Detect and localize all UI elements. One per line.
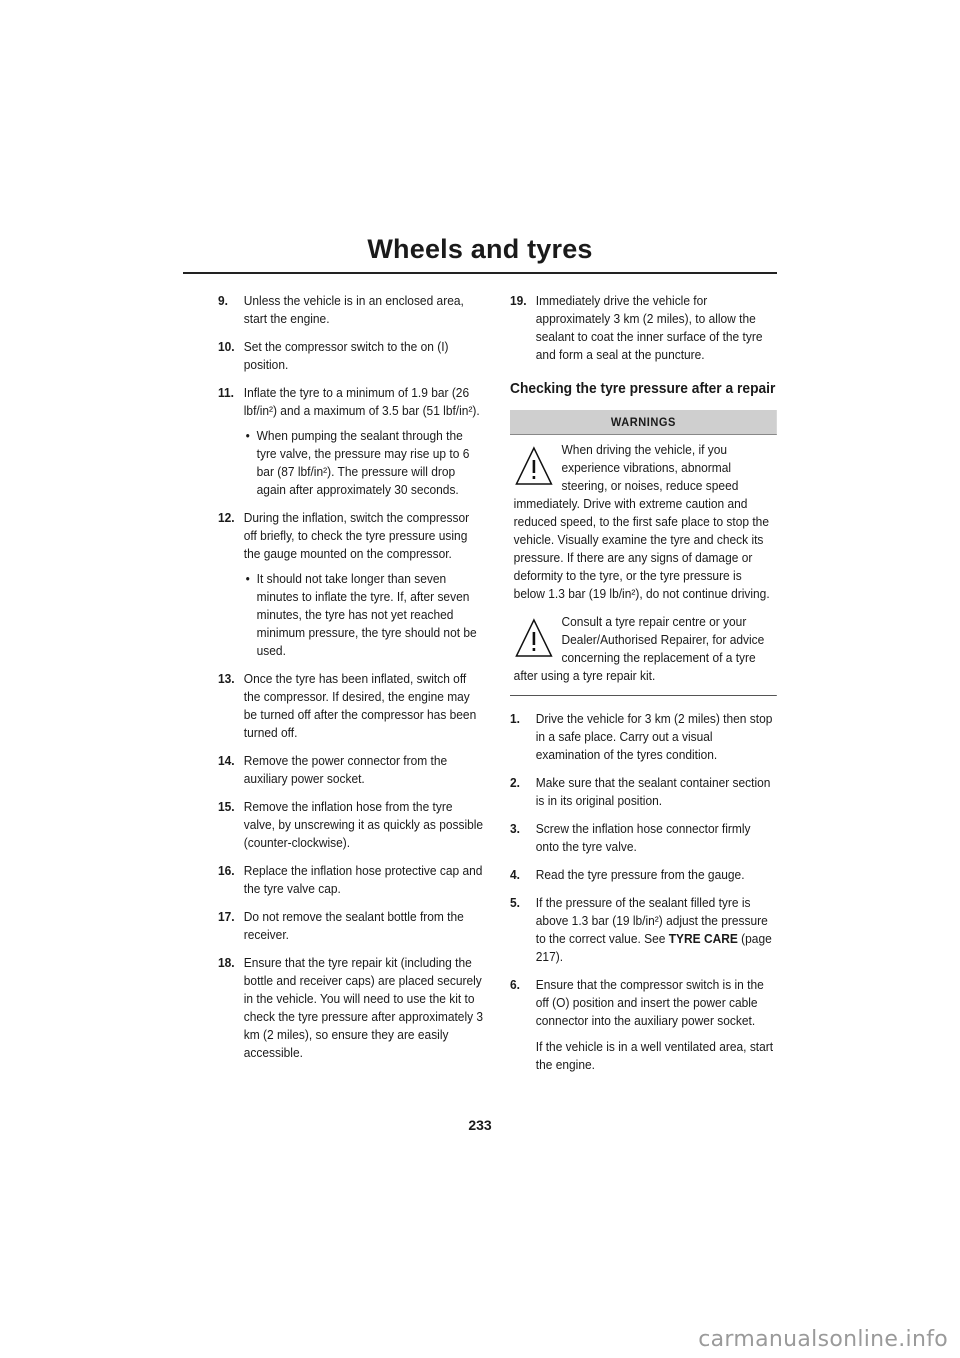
step-number: 10. [218, 339, 235, 354]
tyre-care-link[interactable]: TYRE CARE [668, 931, 738, 946]
step-number: 19. [510, 293, 527, 308]
check-step-2 [510, 774, 777, 810]
check-step-3 [510, 820, 777, 856]
step-number: 18. [218, 955, 235, 970]
step-bullet: • When pumping the sealant through the tyre valve, the pressure may rise up to 6 bar (87 lbf/in²). The pressure will drop again after approximately 30 seconds. [244, 427, 485, 499]
section-heading: Checking the tyre pressure after a repair [510, 380, 776, 397]
step-text: Do not remove the sealant bottle from the receiver. [243, 909, 464, 942]
step-text: Remove the power connector from the auxiliary power socket. [243, 753, 448, 786]
left-column [218, 292, 485, 1072]
step-number: 13. [218, 671, 235, 686]
step-text: Remove the inflation hose from the tyre valve, by unscrewing it as quickly as possible (counter-clockwise). [243, 799, 484, 850]
step-number: 14. [218, 753, 235, 768]
check-step-5 [510, 894, 777, 966]
step-text: Replace the inflation hose protective cap and the tyre valve cap. [243, 863, 483, 896]
step-text: During the inflation, switch the compressor off briefly, to check the tyre pressure using the gauge mounted on the compressor. [243, 510, 470, 561]
step-number: 6. [510, 977, 520, 992]
step-number: 11. [218, 385, 234, 400]
step-number: 17. [218, 909, 235, 924]
check-step-4 [510, 866, 777, 884]
step-14 [218, 752, 485, 788]
step-number: 5. [510, 895, 520, 910]
step-number: 12. [218, 510, 235, 525]
step-number: 4. [510, 867, 520, 882]
step-16 [218, 862, 485, 898]
step-number: 3. [510, 821, 520, 836]
step-text: Read the tyre pressure from the gauge. [535, 867, 745, 882]
step-9 [218, 292, 485, 328]
step-number: 9. [218, 293, 228, 308]
check-step-1 [510, 710, 777, 764]
step-text: Set the compressor switch to the on (I) position. [243, 339, 449, 372]
step-11 [218, 384, 485, 499]
step-text: Make sure that the sealant container section is in its original position. [535, 775, 771, 808]
right-column [510, 292, 777, 1084]
step-text: Drive the vehicle for 3 km (2 miles) then stop in a safe place. Carry out a visual examination of the tyres condition. [535, 711, 773, 762]
page-title: Wheels and tyres [367, 234, 593, 264]
watermark: carmanualsonline.info [698, 1327, 948, 1352]
warning-text: When driving the vehicle, if you experience vibrations, abnormal steering, or noises, reduce speed immediately. Drive with extreme caution and reduced speed, to the first safe place to stop the vehicle. Visually examine the tyre and check its pressure. If there are any signs of damage or deformity to the tyre, or the tyre pressure is below 1.3 bar (19 lb/in²), do not continue driving. [513, 442, 770, 601]
step-19 [510, 292, 777, 364]
step-10 [218, 338, 485, 374]
warnings-box [510, 410, 777, 696]
step-text: Screw the inflation hose connector firmly onto the tyre valve. [535, 821, 751, 854]
step-text: Inflate the tyre to a minimum of 1.9 bar (26 lbf/in²) and a maximum of 3.5 bar (51 lbf/in²). [243, 385, 480, 418]
step-13 [218, 670, 485, 742]
warning-item [510, 607, 777, 689]
step-number: 1. [510, 711, 520, 726]
warning-text: Consult a tyre repair centre or your Dealer/Authorised Repairer, for advice concerning the replacement of a tyre after using a tyre repair kit. [513, 614, 765, 683]
step-number: 2. [510, 775, 520, 790]
step-text: Immediately drive the vehicle for approximately 3 km (2 miles), to allow the sealant to coat the inner surface of the tyre and form a seal at the puncture. [535, 293, 763, 362]
warning-item [510, 435, 777, 607]
step-extra-text: If the vehicle is in a well ventilated area, start the engine. [535, 1039, 774, 1072]
header-divider [183, 272, 777, 274]
step-15 [218, 798, 485, 852]
step-text-before: If the pressure of the sealant filled tyre is above 1.3 bar (19 lb/in²) adjust the pressure to the correct value. See [535, 895, 768, 946]
step-12 [218, 509, 485, 660]
step-text: Once the tyre has been inflated, switch off the compressor. If desired, the engine may be turned off after the compressor has been turned off. [243, 671, 477, 740]
step-text [536, 894, 777, 966]
step-number: 16. [218, 863, 235, 878]
step-17 [218, 908, 485, 944]
step-18 [218, 954, 485, 1062]
step-text-after: (page 217). [535, 931, 772, 964]
step-text: Ensure that the compressor switch is in the off (O) position and insert the power cable connector into the auxiliary power socket. [535, 977, 764, 1028]
warnings-bottom-rule [510, 695, 777, 696]
step-bullet: • It should not take longer than seven minutes to inflate the tyre. If, after seven minutes, the tyre has not yet reached minimum pressure, the tyre should not be used. [244, 570, 485, 660]
warning-triangle-icon [514, 445, 554, 487]
warning-triangle-icon [514, 617, 554, 659]
step-text: Ensure that the tyre repair kit (including the bottle and receiver caps) are placed securely in the vehicle. You will need to use the kit to check the tyre pressure after approximately 3 km (2 miles), so ensure they are easily accessible. [243, 955, 484, 1060]
warnings-heading: WARNINGS [510, 410, 777, 435]
check-step-6 [510, 976, 777, 1074]
step-number: 15. [218, 799, 235, 814]
step-text: Unless the vehicle is in an enclosed area, start the engine. [243, 293, 464, 326]
page-number: 233 [468, 1117, 492, 1133]
